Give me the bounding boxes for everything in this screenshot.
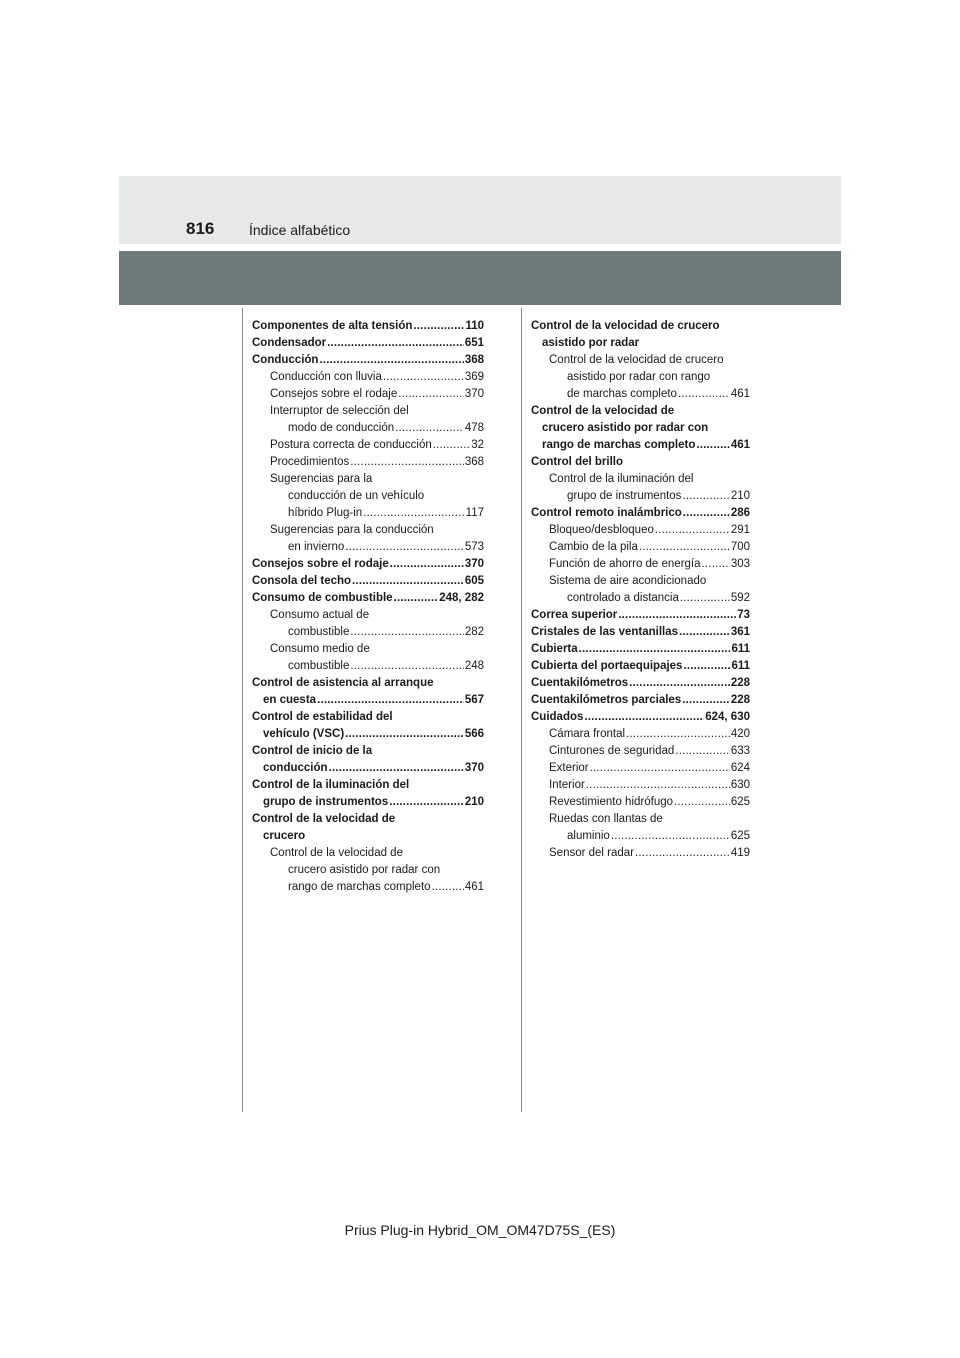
- index-entry: [252, 845, 484, 862]
- index-entry-label: Revestimiento hidrófugo: [549, 796, 674, 808]
- dot-leader: [329, 760, 464, 777]
- index-entry-label: modo de conducción: [288, 422, 395, 434]
- index-entry-label: Control de la velocidad de crucero: [549, 354, 724, 366]
- index-entry-page: 624: [730, 762, 750, 774]
- dot-leader: [345, 539, 464, 556]
- index-entry: [531, 454, 750, 471]
- dot-leader: [586, 777, 730, 794]
- index-entry: [531, 658, 750, 675]
- index-entry: [252, 437, 484, 454]
- index-entry-label: Consumo medio de: [270, 643, 370, 655]
- index-entry: [252, 828, 484, 845]
- index-entry-page: 651: [464, 337, 484, 349]
- index-entry: [531, 675, 750, 692]
- index-entry: [531, 556, 750, 573]
- index-column-right: [531, 318, 750, 862]
- index-entry-page: 368: [464, 456, 484, 468]
- dot-leader: [350, 624, 463, 641]
- index-entry-label: rango de marchas completo: [288, 881, 431, 893]
- index-entry: [531, 471, 750, 488]
- index-entry-page: 611: [731, 643, 750, 655]
- index-entry-page: 478: [464, 422, 484, 434]
- index-entry-label: Conducción con lluvia: [270, 371, 382, 383]
- index-entry: [531, 777, 750, 794]
- index-entry: [252, 641, 484, 658]
- index-entry-label: aluminio: [567, 830, 610, 842]
- dot-leader: [590, 760, 730, 777]
- index-entry-label: Interruptor de selección del: [270, 405, 409, 417]
- dot-leader: [317, 692, 464, 709]
- dot-leader: [674, 794, 730, 811]
- dot-leader: [678, 386, 730, 403]
- index-entry-label: crucero: [263, 830, 306, 842]
- index-entry: [531, 352, 750, 369]
- index-entry-page: 286: [730, 507, 750, 519]
- dot-leader: [682, 488, 729, 505]
- index-entry: [252, 454, 484, 471]
- index-entry: [252, 318, 484, 335]
- index-entry-page: 361: [730, 626, 750, 638]
- index-entry-label: Conducción: [252, 354, 319, 366]
- index-entry-label: crucero asistido por radar con: [542, 422, 709, 434]
- right-column-rule: [521, 308, 522, 1112]
- dot-leader: [395, 420, 464, 437]
- index-entry-label: Control de la velocidad de: [252, 813, 396, 825]
- index-entry: [531, 318, 750, 335]
- index-entry: [252, 862, 484, 879]
- index-entry-page: 303: [730, 558, 750, 570]
- index-entry-label: Consumo de combustible: [252, 592, 393, 604]
- index-column-left: [252, 318, 484, 896]
- index-entry-page: 461: [730, 388, 750, 400]
- dot-leader: [682, 692, 730, 709]
- dot-leader: [413, 318, 464, 335]
- index-entry: [252, 522, 484, 539]
- index-entry-label: combustible: [288, 626, 350, 638]
- index-entry-page: 420: [730, 728, 750, 740]
- index-entry: [531, 607, 750, 624]
- dot-leader: [618, 607, 736, 624]
- index-entry: [252, 556, 484, 573]
- index-entry: [252, 692, 484, 709]
- index-entry-label: Control de la iluminación del: [252, 779, 410, 791]
- index-entry: [252, 488, 484, 505]
- index-entry-page: 248: [464, 660, 484, 672]
- index-entry: [531, 743, 750, 760]
- index-entry: [252, 386, 484, 403]
- index-entry-label: asistido por radar con rango: [567, 371, 711, 383]
- index-entry-label: Control de estabilidad del: [252, 711, 393, 723]
- index-entry-label: Control remoto inalámbrico: [531, 507, 682, 519]
- index-entry: [252, 471, 484, 488]
- index-entry-label: asistido por radar: [542, 337, 640, 349]
- index-entry-page: 461: [730, 439, 750, 451]
- index-entry: [252, 726, 484, 743]
- index-entry: [531, 335, 750, 352]
- dot-leader: [626, 726, 730, 743]
- index-entry: [531, 624, 750, 641]
- index-entry-label: Consumo actual de: [270, 609, 370, 621]
- dot-leader: [696, 437, 729, 454]
- index-entry-label: combustible: [288, 660, 350, 672]
- index-entry-label: Cuidados: [531, 711, 584, 723]
- dot-leader: [683, 658, 730, 675]
- index-entry-page: 566: [464, 728, 484, 740]
- dot-leader: [350, 454, 464, 471]
- index-entry: [252, 777, 484, 794]
- index-entry-page: 291: [730, 524, 750, 536]
- index-entry-page: 624, 630: [705, 711, 750, 723]
- index-entry-page: 573: [464, 541, 484, 553]
- index-entry-label: Consejos sobre el rodaje: [270, 388, 398, 400]
- index-entry: [252, 675, 484, 692]
- dot-leader: [352, 573, 464, 590]
- index-entry: [531, 641, 750, 658]
- index-entry: [531, 522, 750, 539]
- index-entry: [531, 828, 750, 845]
- index-entry-label: Componentes de alta tensión: [252, 320, 413, 332]
- index-entry: [252, 624, 484, 641]
- index-entry: [252, 794, 484, 811]
- index-entry: [252, 335, 484, 352]
- index-entry-label: Correa superior: [531, 609, 618, 621]
- index-entry-label: Control de inicio de la: [252, 745, 373, 757]
- index-entry-page: 210: [730, 490, 750, 502]
- index-entry-page: 700: [730, 541, 750, 553]
- dot-leader: [675, 743, 730, 760]
- index-entry: [531, 369, 750, 386]
- index-entry: [531, 403, 750, 420]
- index-entry-label: Bloqueo/desbloqueo: [549, 524, 654, 536]
- index-entry-label: Postura correcta de conducción: [270, 439, 432, 451]
- footer-document-id: Prius Plug-in Hybrid_OM_OM47D75S_(ES): [344, 1222, 616, 1238]
- index-entry-label: Control de la velocidad de crucero: [531, 320, 720, 332]
- index-entry: [252, 590, 484, 607]
- index-entry-label: Exterior: [549, 762, 589, 774]
- dot-leader: [390, 556, 464, 573]
- index-entry-label: Sugerencias para la conducción: [270, 524, 434, 536]
- index-entry-label: Condensador: [252, 337, 327, 349]
- index-entry: [252, 369, 484, 386]
- index-entry: [531, 692, 750, 709]
- index-entry: [531, 420, 750, 437]
- dot-leader: [350, 658, 463, 675]
- index-entry: [531, 437, 750, 454]
- index-entry-page: 368: [464, 354, 484, 366]
- dot-leader: [611, 828, 730, 845]
- index-entry-label: Cuentakilómetros parciales: [531, 694, 682, 706]
- index-entry-label: Sensor del radar: [549, 847, 635, 859]
- index-entry: [252, 879, 484, 896]
- dot-leader: [345, 726, 464, 743]
- index-entry: [531, 488, 750, 505]
- index-entry: [252, 352, 484, 369]
- index-entry-label: Control de la velocidad de: [531, 405, 675, 417]
- index-entry-page: 625: [730, 796, 750, 808]
- index-entry-page: 32: [471, 439, 484, 451]
- index-entry: [531, 726, 750, 743]
- index-entry-label: Sistema de aire acondicionado: [549, 575, 707, 587]
- index-entry-label: conducción: [263, 762, 328, 774]
- dot-leader: [635, 845, 730, 862]
- dot-leader: [702, 556, 730, 573]
- index-entry-label: Función de ahorro de energía: [549, 558, 701, 570]
- header-band: [119, 176, 841, 244]
- index-entry: [252, 539, 484, 556]
- index-entry-page: 73: [737, 609, 750, 621]
- index-entry: [531, 811, 750, 828]
- index-entry: [252, 420, 484, 437]
- index-entry: [252, 403, 484, 420]
- index-entry-page: 370: [464, 558, 484, 570]
- index-entry-label: Consola del techo: [252, 575, 352, 587]
- index-entry: [531, 760, 750, 777]
- dot-leader: [433, 437, 470, 454]
- index-entry-page: 369: [464, 371, 484, 383]
- index-entry: [531, 505, 750, 522]
- index-entry: [531, 539, 750, 556]
- dot-leader: [319, 352, 463, 369]
- index-entry-page: 110: [465, 320, 484, 332]
- index-entry: [252, 573, 484, 590]
- index-entry-label: en cuesta: [263, 694, 317, 706]
- index-entry: [531, 573, 750, 590]
- index-entry-label: controlado a distancia: [567, 592, 679, 604]
- index-entry-page: 228: [730, 677, 750, 689]
- dot-leader: [432, 879, 464, 896]
- index-entry-page: 633: [730, 745, 750, 757]
- index-entry: [252, 607, 484, 624]
- index-entry: [531, 794, 750, 811]
- index-entry-label: en invierno: [288, 541, 345, 553]
- dot-leader: [327, 335, 464, 352]
- index-entry: [531, 845, 750, 862]
- index-entry: [252, 505, 484, 522]
- index-entry-label: Cubierta: [531, 643, 578, 655]
- section-title: Índice alfabético: [249, 222, 351, 238]
- index-entry-label: Cubierta del portaequipajes: [531, 660, 683, 672]
- index-entry-page: 370: [464, 388, 484, 400]
- index-entry-label: vehículo (VSC): [263, 728, 345, 740]
- dot-leader: [394, 590, 439, 607]
- index-entry-page: 210: [464, 796, 484, 808]
- index-entry-page: 605: [464, 575, 484, 587]
- index-entry: [531, 709, 750, 726]
- index-entry-page: 228: [730, 694, 750, 706]
- index-entry-label: de marchas completo: [567, 388, 677, 400]
- index-entry-label: Control del brillo: [531, 456, 623, 468]
- index-entry-label: Sugerencias para la: [270, 473, 373, 485]
- dot-leader: [679, 624, 730, 641]
- index-entry-label: Control de la velocidad de: [270, 847, 403, 859]
- dot-leader: [629, 675, 730, 692]
- index-entry-page: 611: [731, 660, 750, 672]
- header-dark-band: [119, 251, 841, 305]
- left-column-rule: [242, 308, 243, 1112]
- dot-leader: [683, 505, 730, 522]
- index-entry-label: Control de la iluminación del: [549, 473, 694, 485]
- index-entry-page: 117: [465, 507, 484, 519]
- dot-leader: [655, 522, 730, 539]
- dot-leader: [579, 641, 731, 658]
- dot-leader: [363, 505, 465, 522]
- index-entry-page: 419: [730, 847, 750, 859]
- dot-leader: [639, 539, 730, 556]
- index-entry-page: 592: [730, 592, 750, 604]
- index-entry: [252, 658, 484, 675]
- index-entry-label: híbrido Plug-in: [288, 507, 363, 519]
- index-entry-label: Ruedas con llantas de: [549, 813, 663, 825]
- index-entry-label: Consejos sobre el rodaje: [252, 558, 389, 570]
- index-entry-page: 630: [730, 779, 750, 791]
- index-entry-label: Cámara frontal: [549, 728, 626, 740]
- index-entry: [252, 811, 484, 828]
- index-entry-label: Cambio de la pila: [549, 541, 638, 553]
- dot-leader: [398, 386, 464, 403]
- index-entry-page: 282: [464, 626, 484, 638]
- index-entry: [252, 743, 484, 760]
- index-entry-page: 248, 282: [439, 592, 484, 604]
- index-entry-label: rango de marchas completo: [542, 439, 696, 451]
- index-entry-label: grupo de instrumentos: [567, 490, 682, 502]
- index-entry: [531, 386, 750, 403]
- index-entry-label: conducción de un vehículo: [288, 490, 425, 502]
- dot-leader: [584, 709, 704, 726]
- index-entry-label: Interior: [549, 779, 585, 791]
- index-entry-page: 461: [464, 881, 484, 893]
- index-entry-label: crucero asistido por radar con: [288, 864, 441, 876]
- index-entry-label: Cinturones de seguridad: [549, 745, 675, 757]
- index-entry: [252, 760, 484, 777]
- dot-leader: [389, 794, 464, 811]
- index-entry-page: 567: [464, 694, 484, 706]
- index-entry-label: Cristales de las ventanillas: [531, 626, 679, 638]
- index-entry: [252, 709, 484, 726]
- page-number: 816: [186, 219, 215, 238]
- index-entry-page: 370: [464, 762, 484, 774]
- index-entry-label: Procedimientos: [270, 456, 350, 468]
- index-entry-page: 625: [730, 830, 750, 842]
- index-entry-label: Control de asistencia al arranque: [252, 677, 434, 689]
- index-entry: [531, 590, 750, 607]
- index-entry-label: Cuentakilómetros: [531, 677, 629, 689]
- dot-leader: [383, 369, 464, 386]
- index-entry-label: grupo de instrumentos: [263, 796, 389, 808]
- dot-leader: [680, 590, 730, 607]
